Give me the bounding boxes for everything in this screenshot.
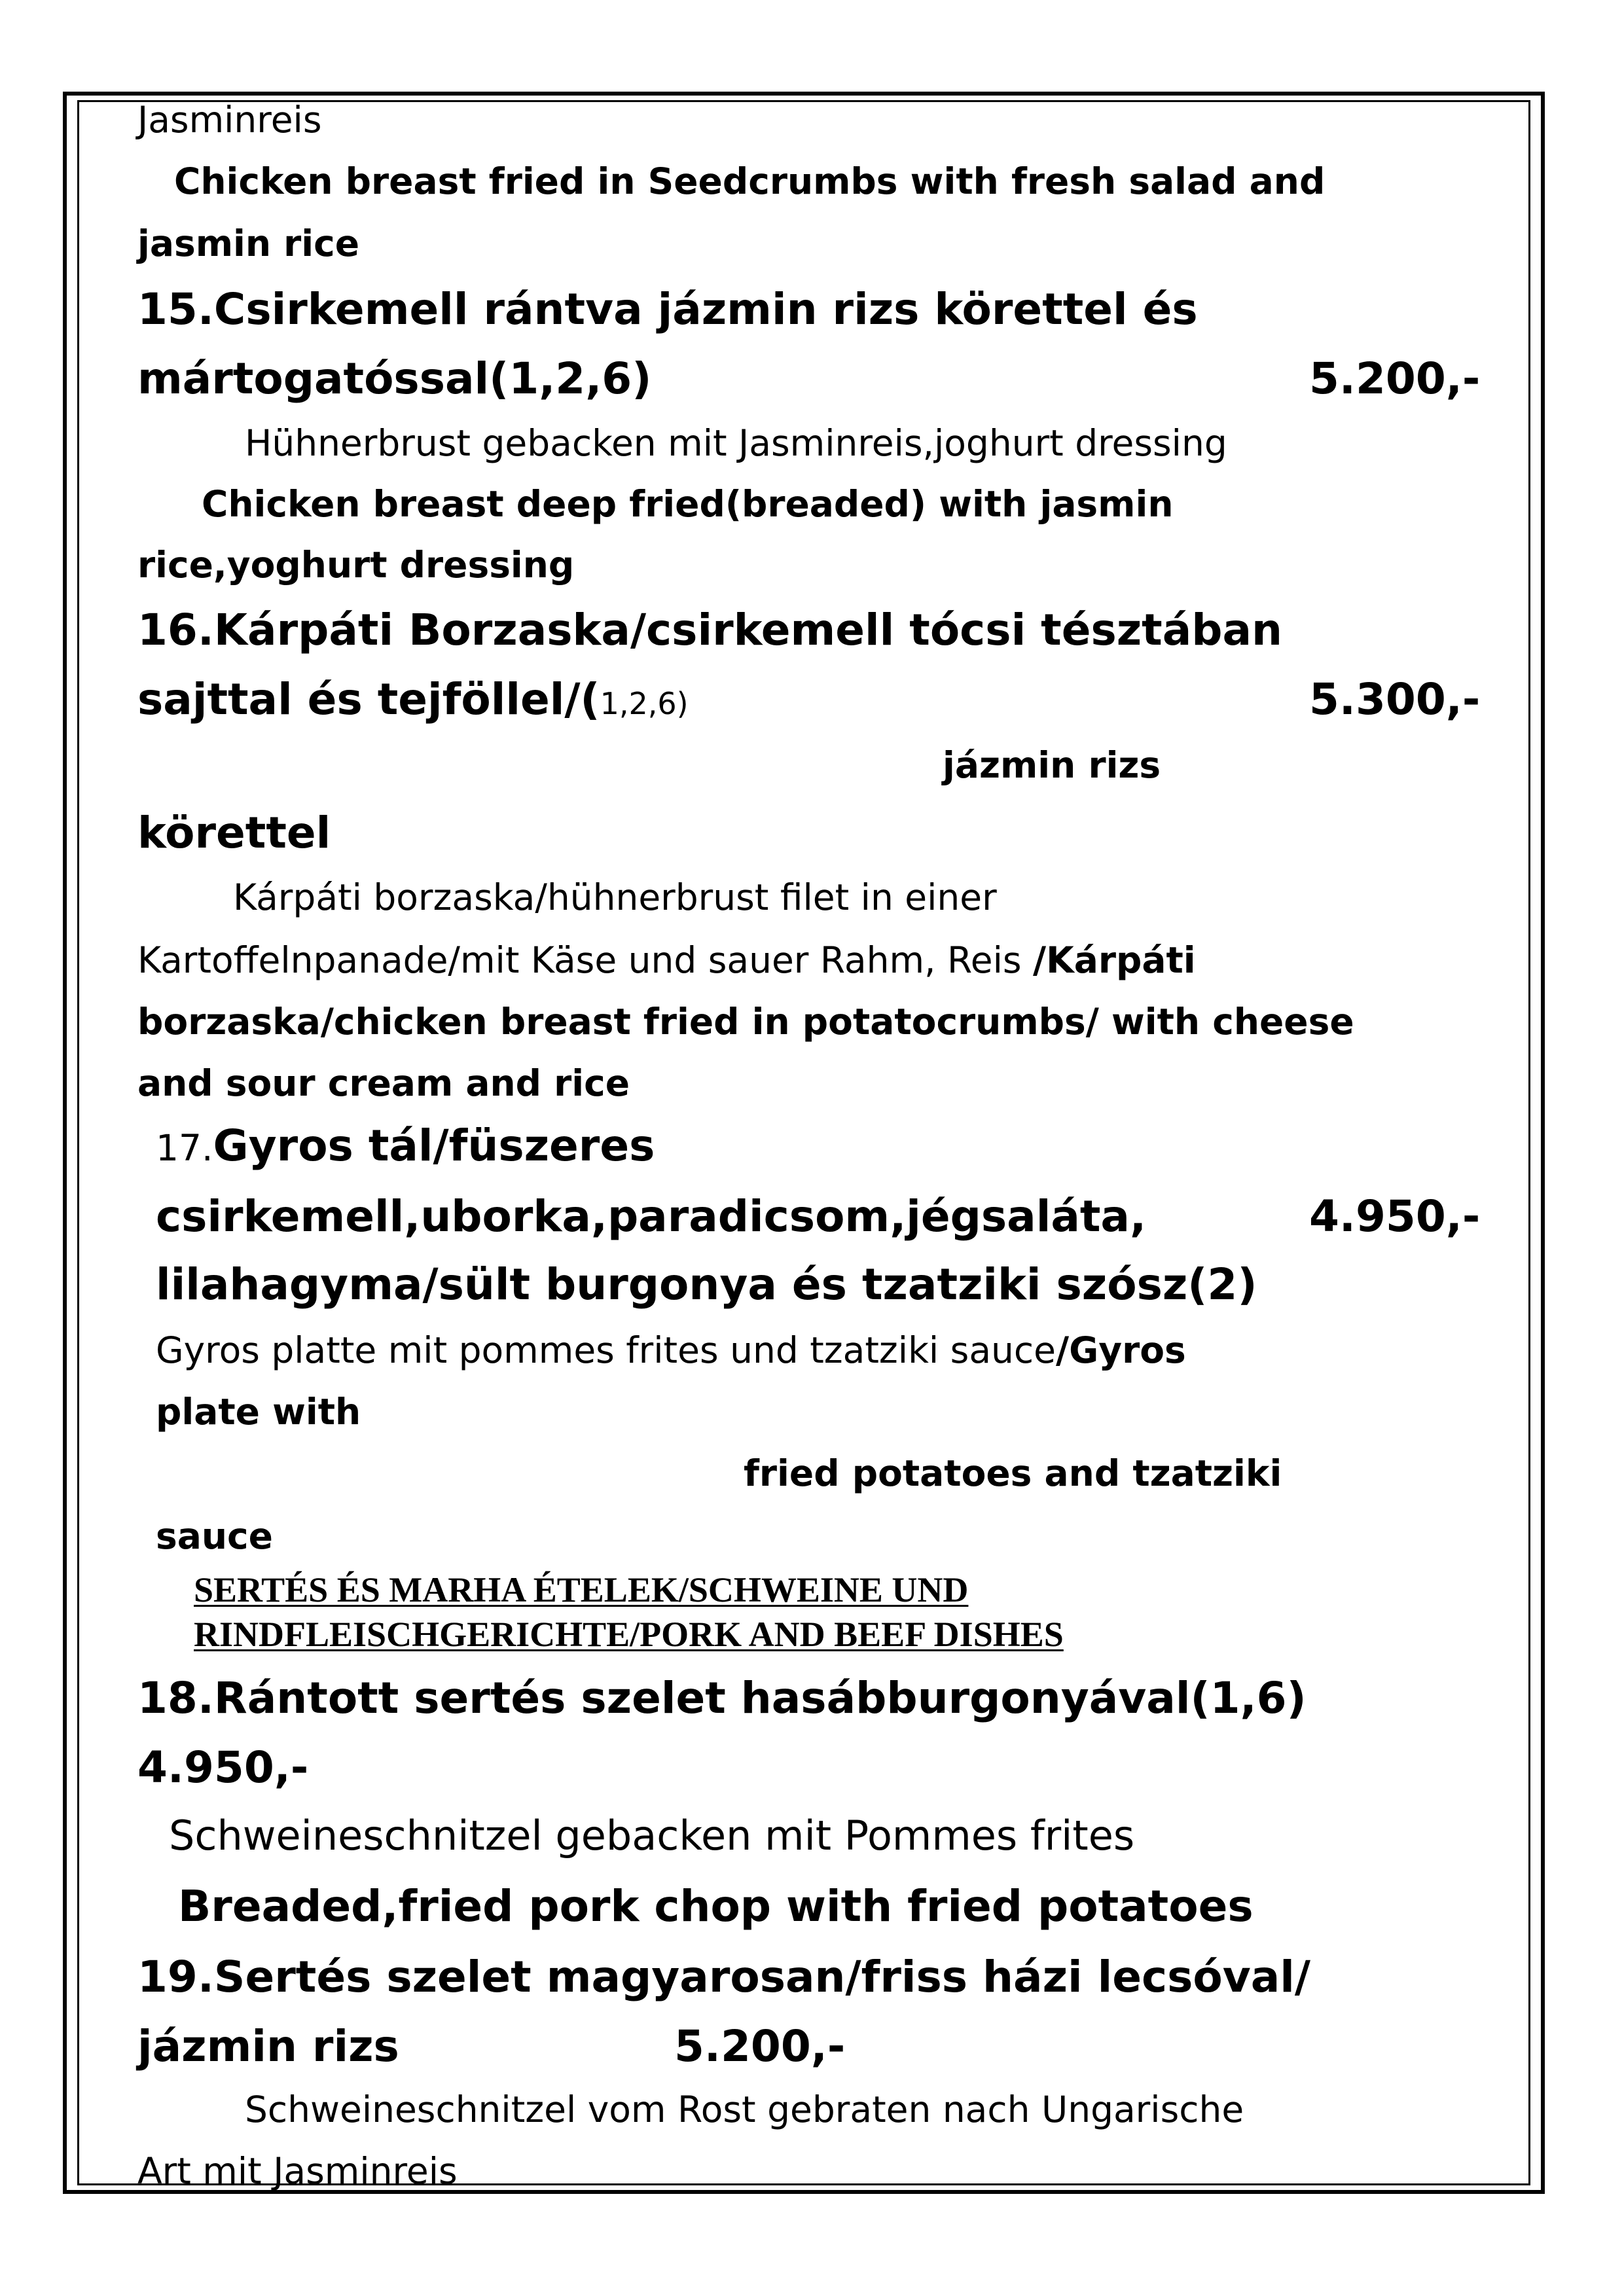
item-16-allergen-codes: 1,2,6) <box>600 686 689 721</box>
item-19-german-desc: Schweineschnitzel vom Rost gebraten nach Ungarische <box>245 2089 1244 2130</box>
item-17-english-desc-cont-2: sauce <box>156 1515 273 1557</box>
section-heading-line-1: SERTÉS ÉS MARHA ÉTELEK/SCHWEINE UND <box>194 1570 969 1609</box>
item-16-title-text: sajttal és tejföllel/( <box>137 674 600 725</box>
item-16-german-desc: Kárpáti borzaska/hühnerbrust filet in einer <box>233 876 997 918</box>
item-17-title-text: Gyros tál/füszeres <box>213 1121 655 1171</box>
item-16-side-dish: jázmin rizs <box>943 744 1161 786</box>
item-17-price: 4.950,- <box>1309 1191 1481 1242</box>
section-heading-line-2: RINDFLEISCHGERICHTE/PORK AND BEEF DISHES <box>194 1615 1064 1654</box>
item-19-title-cont: jázmin rizs <box>137 2021 399 2072</box>
item-17-english-desc-cont: fried potatoes and tzatziki <box>744 1452 1282 1494</box>
item-15-english-desc-cont: rice,yoghurt dressing <box>137 544 575 586</box>
item-19-title: 19.Sertés szelet magyarosan/friss házi lecsóval/ <box>137 1952 1311 2002</box>
item-16-title-cont <box>137 674 689 725</box>
item-16-side-dish-cont: körettel <box>137 808 331 858</box>
item-17-german-text: Gyros platte mit pommes frites und tzatziki sauce <box>156 1329 1056 1371</box>
item-18-german-desc: Schweineschnitzel gebacken mit Pommes frites <box>169 1812 1135 1859</box>
item-15-english-desc: Chicken breast deep fried(breaded) with jasmin <box>202 483 1174 525</box>
item-16-price: 5.300,- <box>1309 674 1481 725</box>
item-17-german-desc <box>156 1329 1186 1371</box>
item-14-german-rice: Jasminreis <box>137 99 322 141</box>
item-16-english-desc: borzaska/chicken breast fried in potatocrumbs/ with cheese <box>137 1001 1354 1043</box>
item-14-english-desc: Chicken breast fried in Seedcrumbs with fresh salad and <box>174 160 1326 202</box>
item-19-price: 5.200,- <box>674 2021 846 2072</box>
item-15-title-cont: mártogatóssal(1,2,6) <box>137 353 652 404</box>
item-16-title: 16.Kárpáti Borzaska/csirkemell tócsi tésztában <box>137 605 1283 655</box>
item-16-german-text: Kartoffelnpanade/mit Käse und sauer Rahm, Reis <box>137 939 1034 981</box>
item-17-english-desc: plate with <box>156 1391 361 1433</box>
item-14-english-desc-cont: jasmin rice <box>137 223 360 264</box>
item-16-english-start: /Kárpáti <box>1033 939 1196 981</box>
item-17-title <box>156 1121 655 1171</box>
item-19-german-desc-cont: Art mit Jasminreis <box>137 2150 458 2192</box>
item-15-price: 5.200,- <box>1309 353 1481 404</box>
item-17-title-cont: csirkemell,uborka,paradicsom,jégsaláta, <box>156 1191 1147 1242</box>
item-15-german-desc: Hühnerbrust gebacken mit Jasminreis,joghurt dressing <box>245 422 1227 464</box>
item-17-number: 17. <box>156 1127 213 1169</box>
item-18-english-desc: Breaded,fried pork chop with fried potatoes <box>178 1881 1254 1931</box>
item-18-price: 4.950,- <box>137 1742 309 1793</box>
item-17-title-cont-2: lilahagyma/sült burgonya és tzatziki szósz(2) <box>156 1259 1257 1310</box>
item-16-english-desc-cont: and sour cream and rice <box>137 1062 630 1104</box>
item-17-english-start: /Gyros <box>1055 1329 1186 1371</box>
item-18-title: 18.Rántott sertés szelet hasábburgonyával(1,6) <box>137 1673 1307 1723</box>
item-15-title: 15.Csirkemell rántva jázmin rizs körettel és <box>137 284 1198 334</box>
item-16-german-desc-cont <box>137 939 1196 981</box>
